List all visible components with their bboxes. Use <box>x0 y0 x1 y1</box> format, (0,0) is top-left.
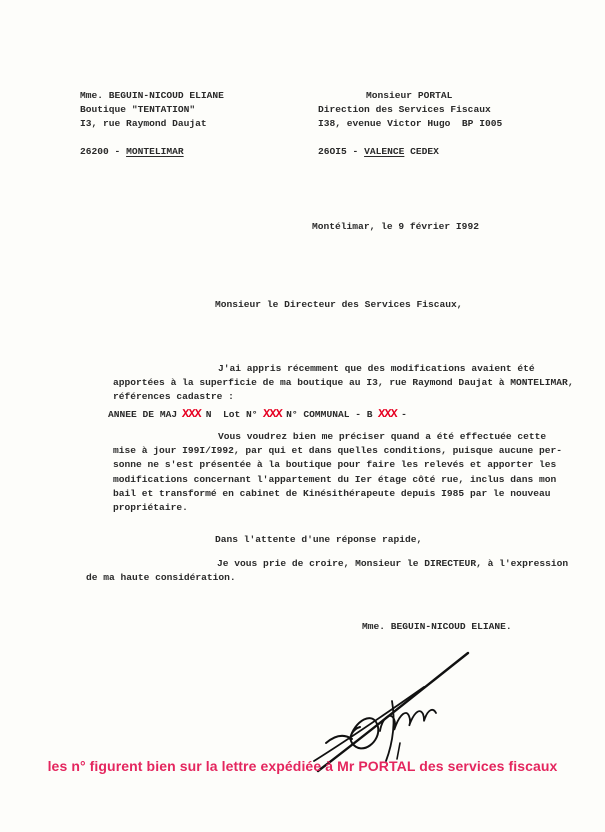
salutation: Monsieur le Directeur des Services Fiscaux, <box>215 299 463 310</box>
body-line: de ma haute considération. <box>86 572 236 584</box>
sender-postal <box>80 145 224 159</box>
body-line: apportées à la superficie de ma boutique au I3, rue Raymond Daujat à MONTELIMAR, <box>113 377 574 389</box>
body-line: Vous voudrez bien me préciser quand a été effectuée cette <box>218 431 547 442</box>
recipient-street: I38, evenue Victor Hugo BP I005 <box>318 118 503 130</box>
sender-shop: Boutique "TENTATION" <box>80 104 196 116</box>
body-line: J'ai appris récemment que des modifications avaient été <box>218 363 535 374</box>
redacted-value: XXX <box>377 407 397 421</box>
sender-postal-city: MONTELIMAR <box>126 145 184 157</box>
cadastre-label-annee: ANNEE DE MAJ <box>108 409 178 420</box>
cadastre-dash: - <box>401 409 407 420</box>
cadastre-label-lot: N Lot N° <box>205 409 258 420</box>
paragraph-2 <box>113 430 562 515</box>
sender-address <box>80 89 224 159</box>
body-line: bail et transformé en cabinet de Kinésithérapeute depuis I985 par le nouveau <box>113 487 551 499</box>
cadastre-line <box>108 407 407 422</box>
redacted-value: XXX <box>181 407 202 421</box>
redacted-value: XXX <box>262 407 282 421</box>
annotation-caption: les n° figurent bien sur la lettre expédiée à Mr PORTAL des services fiscaux <box>47 758 558 774</box>
body-line: Je vous prie de croire, Monsieur le DIRECTEUR, à l'expression <box>217 558 569 569</box>
body-line: modifications concernant l'appartement du Ier étage côté rue, inclus dans mon <box>113 473 557 485</box>
recipient-service: Direction des Services Fiscaux <box>318 104 491 116</box>
body-line: références cadastre : <box>113 391 234 403</box>
body-line: propriétaire. <box>113 502 188 514</box>
sender-street: I3, rue Raymond Daujat <box>80 118 207 130</box>
paragraph-3: Dans l'attente d'une réponse rapide, <box>215 534 423 545</box>
recipient-name: Monsieur PORTAL <box>366 90 453 101</box>
paragraph-4 <box>86 557 568 585</box>
paragraph-1 <box>113 362 574 405</box>
recipient-postal <box>318 145 502 159</box>
sender-postal-code: 26200 - <box>80 145 127 157</box>
signature-name: Mme. BEGUIN-NICOUD ELIANE. <box>362 621 512 632</box>
recipient-postal-code: 26OI5 - <box>318 145 365 157</box>
recipient-address <box>318 89 502 159</box>
date-line: Montélimar, le 9 février I992 <box>312 221 479 232</box>
body-line: sonne ne s'est présentée à la boutique pour faire les relevés et apporter les <box>113 459 557 471</box>
cadastre-label-communal: N° COMMUNAL - B <box>286 409 373 420</box>
recipient-postal-city: VALENCE <box>364 145 405 157</box>
sender-name: Mme. BEGUIN-NICOUD ELIANE <box>80 90 224 101</box>
body-line: mise à jour I99I/I992, par qui et dans quelles conditions, puisque aucune per- <box>113 445 563 457</box>
recipient-postal-cedex: CEDEX <box>404 145 439 157</box>
